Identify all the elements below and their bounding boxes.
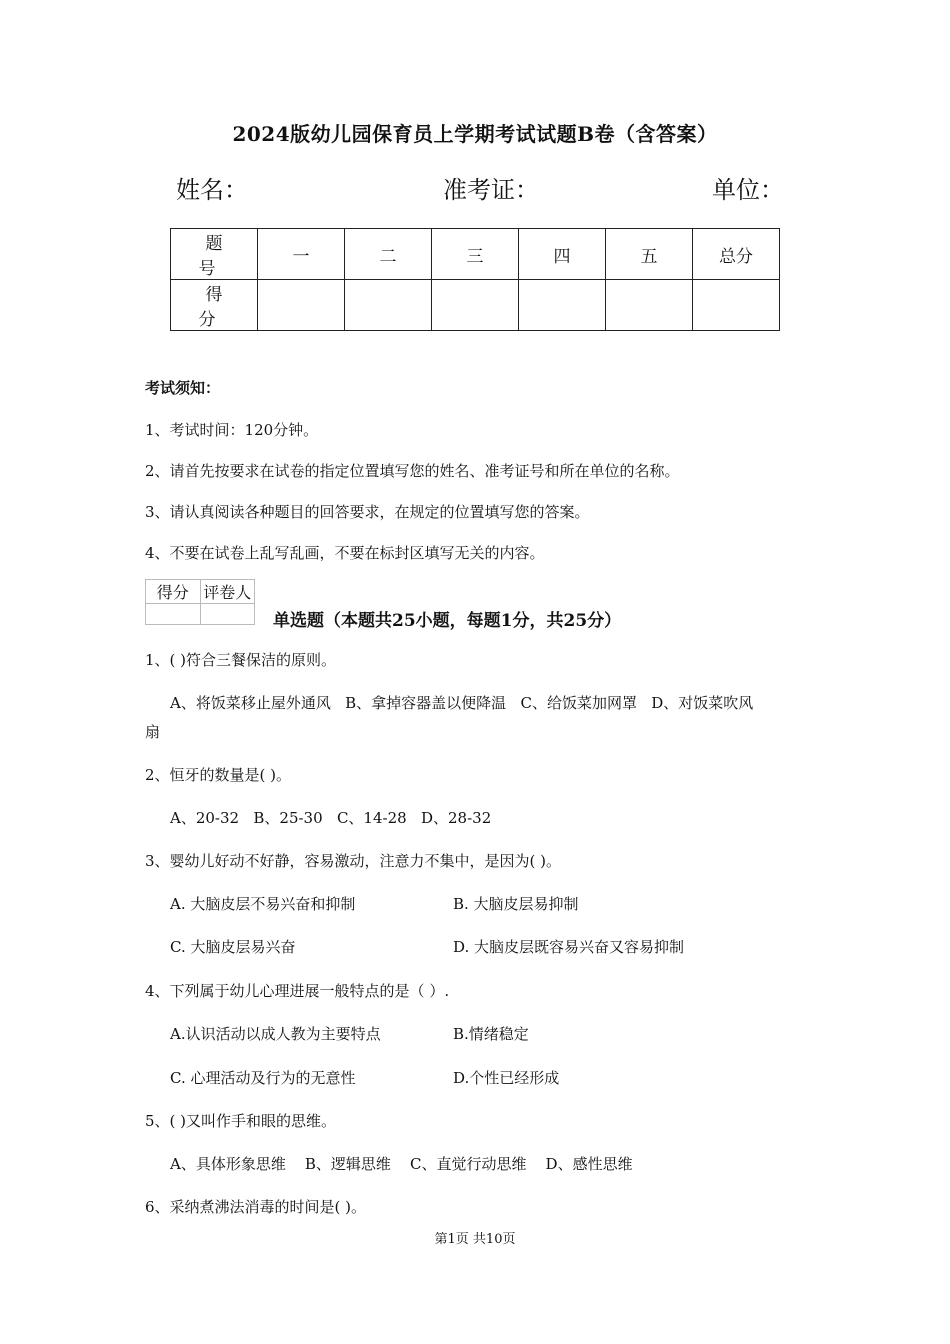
name-label: 姓名： xyxy=(176,176,248,204)
grader-box xyxy=(145,579,255,625)
score-cell[interactable] xyxy=(519,280,606,331)
section-title: 单选题（本题共25小题，每题1分，共25分） xyxy=(273,611,622,631)
score-table-col-1: 一 xyxy=(258,229,345,280)
score-cell[interactable] xyxy=(258,280,345,331)
score-cell[interactable] xyxy=(606,280,693,331)
question-options: A、将饭菜移止屋外通风 B、拿掉容器盖以便降温 C、给饭菜加网罩 D、对饭菜吹风 xyxy=(170,694,754,712)
question-options: A、具体形象思维 B、逻辑思维 C、直觉行动思维 D、感性思维 xyxy=(170,1155,633,1173)
score-table-header-label: 题 号 xyxy=(171,229,258,280)
question-stem: 3、婴幼儿好动不好静，容易激动，注意力不集中，是因为( )。 xyxy=(145,852,562,870)
question-stem: 4、下列属于幼儿心理进展一般特点的是（ ）. xyxy=(145,982,450,1000)
page-footer: 第1页 共10页 xyxy=(434,1232,516,1247)
unit-label: 单位： xyxy=(712,176,784,204)
score-table xyxy=(170,228,780,331)
grader-score-label: 得分 xyxy=(146,580,201,604)
option-d: D.个性已经形成 xyxy=(453,1069,560,1087)
score-cell-total[interactable] xyxy=(693,280,780,331)
grader-name-label: 评卷人 xyxy=(200,580,255,604)
score-table-col-2: 二 xyxy=(345,229,432,280)
question-stem: 1、( )符合三餐保洁的原则。 xyxy=(145,651,337,669)
score-table-header-row xyxy=(171,229,780,280)
option-d: D. 大脑皮层既容易兴奋又容易抑制 xyxy=(453,938,685,956)
option-c: C. 心理活动及行为的无意性 xyxy=(170,1069,356,1087)
exam-id-label: 准考证： xyxy=(443,176,539,204)
score-table-score-row xyxy=(171,280,780,331)
grader-score-cell[interactable] xyxy=(146,604,201,625)
question-stem: 2、恒牙的数量是( )。 xyxy=(145,766,292,784)
option-b: B.情绪稳定 xyxy=(453,1025,529,1043)
grader-name-cell[interactable] xyxy=(200,604,255,625)
note-item: 1、考试时间：120分钟。 xyxy=(145,421,319,439)
option-b: B. 大脑皮层易抑制 xyxy=(453,895,579,913)
score-cell[interactable] xyxy=(345,280,432,331)
option-c: C. 大脑皮层易兴奋 xyxy=(170,938,296,956)
score-table-row-label: 得 分 xyxy=(171,280,258,331)
question-stem: 6、采纳煮沸法消毒的时间是( )。 xyxy=(145,1198,367,1216)
note-item: 3、请认真阅读各种题目的回答要求，在规定的位置填写您的答案。 xyxy=(145,503,590,521)
option-a: A.认识活动以成人教为主要特点 xyxy=(170,1025,381,1043)
page-title: 2024版幼儿园保育员上学期考试试题B卷（含答案） xyxy=(232,122,718,146)
score-table-col-4: 四 xyxy=(519,229,606,280)
score-table-col-3: 三 xyxy=(432,229,519,280)
score-cell[interactable] xyxy=(432,280,519,331)
question-stem: 5、( )又叫作手和眼的思维。 xyxy=(145,1112,337,1130)
score-table-col-5: 五 xyxy=(606,229,693,280)
notes-title: 考试须知： xyxy=(145,379,221,397)
note-item: 4、不要在试卷上乱写乱画，不要在标封区填写无关的内容。 xyxy=(145,544,545,562)
question-options-wrap: 扇 xyxy=(145,723,161,741)
score-table-col-total: 总分 xyxy=(693,229,780,280)
question-options: A、20-32 B、25-30 C、14-28 D、28-32 xyxy=(170,809,492,827)
option-a: A. 大脑皮层不易兴奋和抑制 xyxy=(170,895,356,913)
note-item: 2、请首先按要求在试卷的指定位置填写您的姓名、准考证号和所在单位的名称。 xyxy=(145,462,680,480)
